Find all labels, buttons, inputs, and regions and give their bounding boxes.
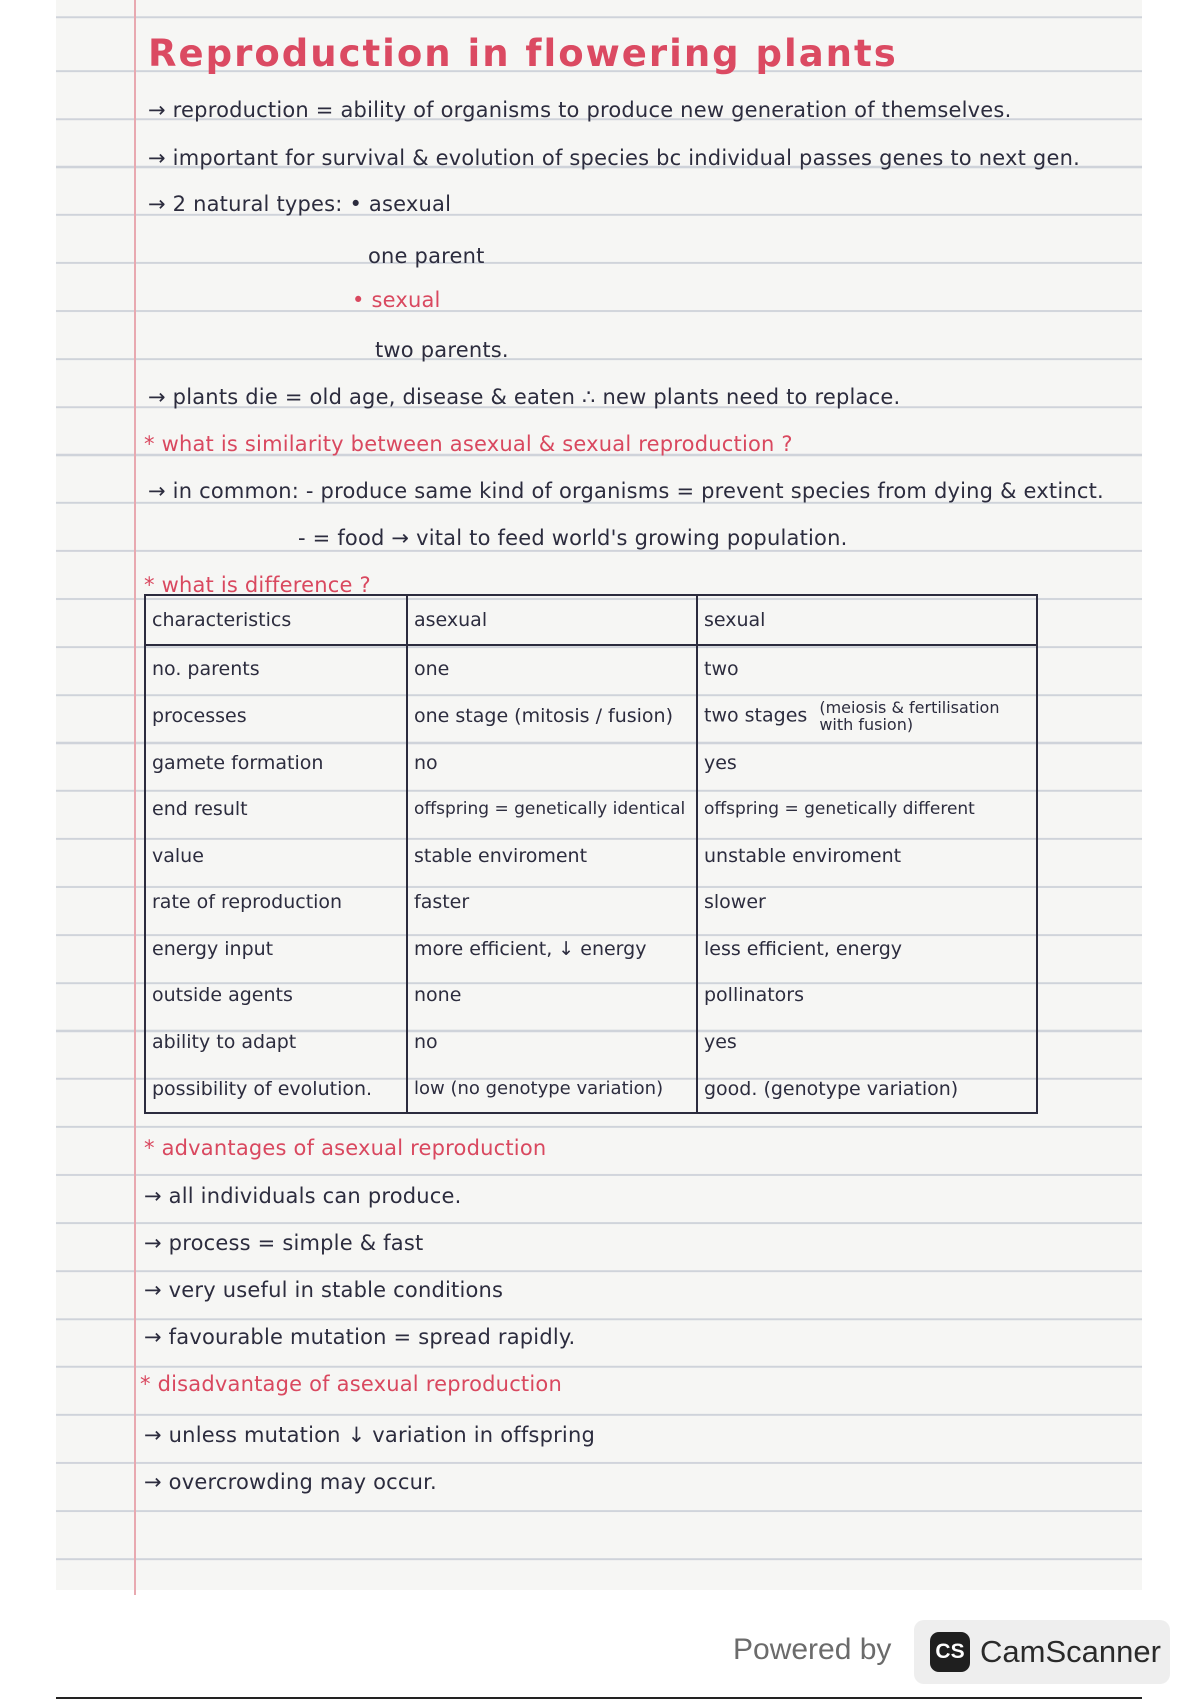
similarity-question: * what is similarity between asexual & sexual reproduction ? bbox=[144, 432, 793, 456]
table-cell: offspring = genetically identical bbox=[407, 786, 697, 833]
table-row bbox=[145, 972, 1037, 1019]
plants-die-line: → plants die = old age, disease & eaten ∴ new plants need to replace. bbox=[148, 385, 901, 409]
table-cell: offspring = genetically different bbox=[697, 786, 1037, 833]
sexual-line: • sexual bbox=[352, 288, 441, 312]
table-cell: one stage (mitosis / fusion) bbox=[407, 693, 697, 740]
table-row bbox=[145, 926, 1037, 973]
table-cell: slower bbox=[697, 879, 1037, 926]
advantage-item: → favourable mutation = spread rapidly. bbox=[144, 1325, 576, 1349]
table-row bbox=[145, 1065, 1037, 1113]
two-parents-line: two parents. bbox=[375, 338, 509, 362]
table-cell: more efficient, ↓ energy bbox=[407, 926, 697, 973]
table-cell: no bbox=[407, 739, 697, 786]
food-line: - = food → vital to feed world's growing population. bbox=[298, 526, 848, 550]
table-cell: pollinators bbox=[697, 972, 1037, 1019]
table-row bbox=[145, 693, 1037, 740]
page-title: Reproduction in flowering plants bbox=[148, 32, 898, 75]
table-cell: outside agents bbox=[145, 972, 407, 1019]
in-common-line: → in common: - produce same kind of organisms = prevent species from dying & extinct. bbox=[148, 479, 1104, 503]
bottom-divider bbox=[56, 1697, 1142, 1699]
table-cell: yes bbox=[697, 739, 1037, 786]
disadvantage-item: → overcrowding may occur. bbox=[144, 1470, 437, 1494]
table-cell: two bbox=[697, 645, 1037, 693]
table-row bbox=[145, 645, 1037, 693]
processes-sexual-note-line-2: with fusion) bbox=[819, 714, 914, 734]
table-cell: unstable enviroment bbox=[697, 832, 1037, 879]
header-sexual: sexual bbox=[697, 595, 1037, 645]
table-cell: possibility of evolution. bbox=[145, 1065, 407, 1113]
table-cell: gamete formation bbox=[145, 739, 407, 786]
one-parent-line: one parent bbox=[368, 244, 485, 268]
table-row bbox=[145, 739, 1037, 786]
table-cell bbox=[697, 693, 1037, 740]
table-cell: processes bbox=[145, 693, 407, 740]
powered-by-text: Powered by bbox=[733, 1633, 892, 1666]
table-cell: faster bbox=[407, 879, 697, 926]
table-cell: one bbox=[407, 645, 697, 693]
table-cell: no. parents bbox=[145, 645, 407, 693]
table-cell: rate of reproduction bbox=[145, 879, 407, 926]
table-cell: none bbox=[407, 972, 697, 1019]
table-row bbox=[145, 879, 1037, 926]
table-cell: yes bbox=[697, 1019, 1037, 1066]
disadvantages-heading: * disadvantage of asexual reproduction bbox=[140, 1372, 562, 1396]
processes-sexual-note-line-1: (meiosis & fertilisation bbox=[819, 697, 1000, 717]
table-row bbox=[145, 832, 1037, 879]
table-cell: stable enviroment bbox=[407, 832, 697, 879]
header-asexual: asexual bbox=[407, 595, 697, 645]
table-row bbox=[145, 1019, 1037, 1066]
processes-sexual-main: two stages bbox=[704, 704, 808, 727]
processes-sexual-note bbox=[819, 699, 999, 733]
camscanner-brand-name: CamScanner bbox=[980, 1634, 1161, 1669]
reproduction-definition-line: → reproduction = ability of organisms to produce new generation of themselves. bbox=[148, 98, 1012, 122]
importance-line: → important for survival & evolution of species bc individual passes genes to next gen. bbox=[148, 146, 1080, 170]
advantage-item: → process = simple & fast bbox=[144, 1231, 424, 1255]
table-row bbox=[145, 786, 1037, 833]
disadvantage-item: → unless mutation ↓ variation in offspring bbox=[144, 1423, 596, 1447]
table-cell: energy input bbox=[145, 926, 407, 973]
table-cell: end result bbox=[145, 786, 407, 833]
margin-line bbox=[134, 0, 136, 1595]
table-header-row bbox=[145, 595, 1037, 645]
table-cell: no bbox=[407, 1019, 697, 1066]
table-cell: less efficient, energy bbox=[697, 926, 1037, 973]
table-cell: ability to adapt bbox=[145, 1019, 407, 1066]
asexual-vs-sexual-table bbox=[144, 594, 1038, 1114]
camscanner-logo-icon: CS bbox=[930, 1632, 970, 1672]
advantage-item: → all individuals can produce. bbox=[144, 1184, 462, 1208]
advantage-item: → very useful in stable conditions bbox=[144, 1278, 504, 1302]
table-cell: value bbox=[145, 832, 407, 879]
table-cell: good. (genotype variation) bbox=[697, 1065, 1037, 1113]
table-cell: low (no genotype variation) bbox=[407, 1065, 697, 1113]
natural-types-line: → 2 natural types: • asexual bbox=[148, 192, 452, 216]
advantages-heading: * advantages of asexual reproduction bbox=[144, 1136, 547, 1160]
header-characteristics: characteristics bbox=[145, 595, 407, 645]
difference-question: * what is difference ? bbox=[144, 573, 371, 597]
